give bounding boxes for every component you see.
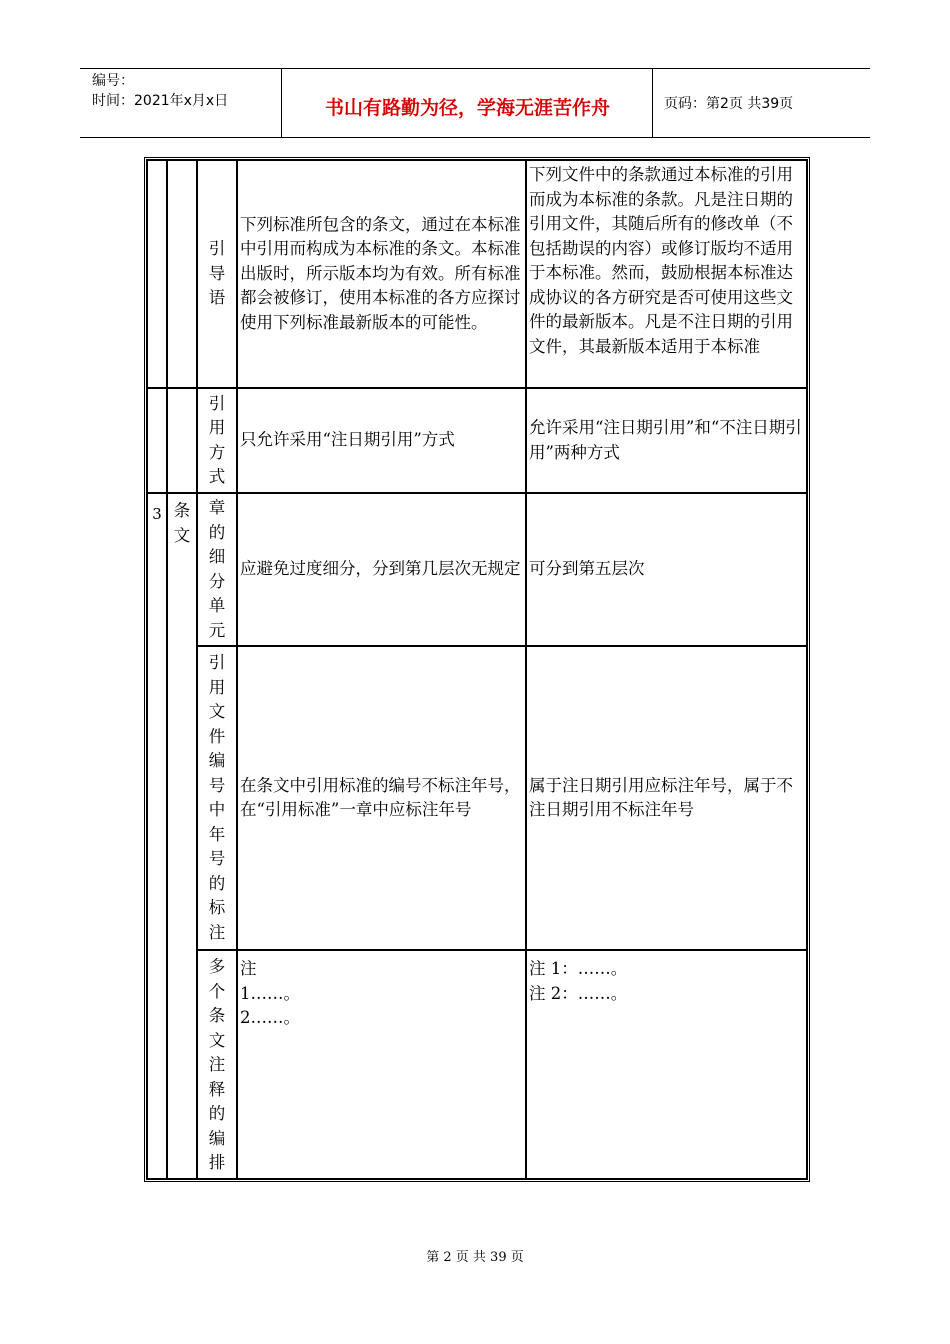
empty-number-cell — [147, 160, 167, 388]
subdivision-right-text: 可分到第五层次 — [526, 493, 807, 646]
row-label-notes: 多 个 条 文 注 释 的 编 排 — [197, 950, 237, 1179]
notes-left-line: 1……。 — [240, 983, 300, 1003]
page-header — [80, 68, 870, 138]
row-label-method: 引 用 方 式 — [197, 388, 237, 493]
header-meta — [80, 69, 282, 137]
method-right-text: 允许采用“注日期引用”和“不注日期引用”两种方式 — [526, 388, 807, 493]
row-label-doc-number: 引 用 文 件 编 号 中 年 号 的 标 注 — [197, 646, 237, 950]
method-left-text: 只允许采用“注日期引用”方式 — [237, 388, 526, 493]
notes-right-cell — [526, 950, 807, 1179]
table-row-method — [147, 388, 807, 493]
table-row-doc-number — [147, 646, 807, 950]
notes-left-line: 2……。 — [240, 1008, 300, 1027]
intro-left-text: 下列标准所包含的条文，通过在本标准中引用而构成为本标准的条文。本标准出版时，所示版本均为有效。所有标准都会被修订，使用本标准的各方应探讨使用下列标准最新版本的可能性。 — [237, 160, 526, 388]
page-footer: 第 2 页 共 39 页 — [426, 1250, 524, 1265]
row-label-subdivision: 章 的 细 分 单 元 — [197, 493, 237, 646]
number-label: 编号： — [92, 73, 134, 89]
intro-right-text: 下列文件中的条款通过本标准的引用而成为本标准的条款。凡是注日期的引用文件，其随后所有的修改单（不包括勘误的内容）或修订版均不适用于本标准。然而，鼓励根据本标准达成协议的各方研究是否可使用这些文件的最新版本。凡是不注日期的引用文件，其最新版本适用于本标准 — [526, 160, 807, 388]
notes-left-cell — [237, 950, 526, 1179]
empty-section-cell — [167, 388, 197, 493]
subdivision-left-text: 应避免过度细分，分到第几层次无规定 — [237, 493, 526, 646]
section-number: 3 — [147, 493, 167, 1179]
table-row-subdivision — [147, 493, 807, 646]
header-page-info: 页码：第2页 共39页 — [664, 96, 794, 112]
notes-left-line: 注 — [240, 959, 257, 978]
empty-section-cell — [167, 160, 197, 388]
header-motto: 书山有路勤为径，学海无涯苦作舟 — [283, 69, 653, 137]
table-row-notes — [147, 950, 807, 1179]
section-title: 条 文 — [167, 493, 197, 1179]
empty-number-cell — [147, 388, 167, 493]
time-label: 时间：2021年x月x日 — [92, 93, 229, 109]
row-label-intro: 引 导 语 — [197, 160, 237, 388]
doc-number-left-text: 在条文中引用标准的编号不标注年号，在“引用标准”一章中应标注年号 — [237, 646, 526, 950]
comparison-table — [144, 157, 810, 1182]
doc-number-right-text: 属于注日期引用应标注年号，属于不注日期引用不标注年号 — [526, 646, 807, 950]
notes-right-line: 注 1：……。 — [529, 959, 628, 978]
notes-right-line: 注 2：……。 — [529, 983, 628, 1003]
table-row-intro — [147, 160, 807, 388]
